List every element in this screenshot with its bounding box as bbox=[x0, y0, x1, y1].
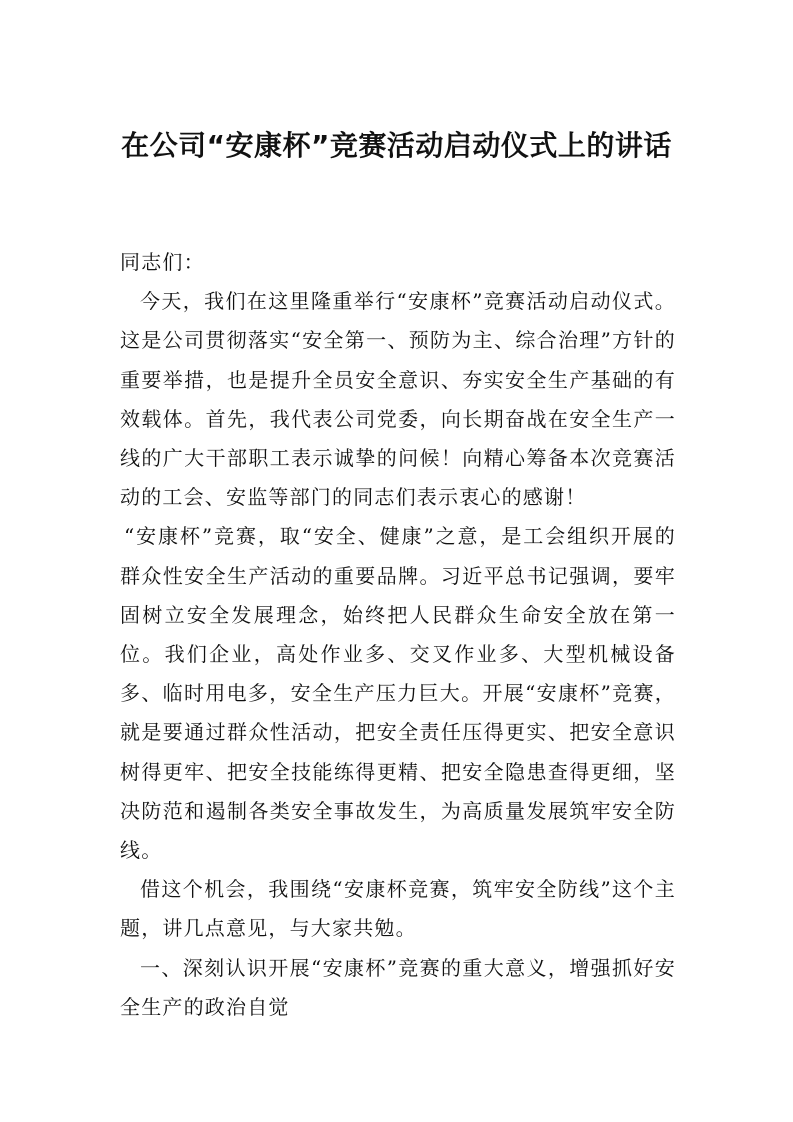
paragraph-theme: 借这个机会，我围绕“安康杯竞赛，筑牢安全防线”这个主题，讲几点意见，与大家共勉。 bbox=[120, 877, 676, 941]
section-heading-one: 一、深刻认识开展“安康杯”竞赛的重大意义，增强抓好安全生产的政治自觉 bbox=[120, 955, 676, 1019]
paragraph-opening: 今天，我们在这里隆重举行“安康杯”竞赛活动启动仪式。这是公司贯彻落实“安全第一、预防为主、综合治理”方针的重要举措，也是提升全员安全意识、夯实安全生产基础的有效载体。首先，我代表公司党委，向长期奋战在安全生产一线的广大干部职工表示诚挚的问候！向精心筹备本次竞赛活动的工会、安监等部门的同志们表示衷心的感谢！ bbox=[120, 289, 676, 510]
paragraph-significance: “安康杯”竞赛，取“安全、健康”之意，是工会组织开展的群众性安全生产活动的重要品牌。习近平总书记强调，要牢固树立安全发展理念，始终把人民群众生命安全放在第一位。我们企业，高处作业多、交叉作业多、大型机械设备多、临时用电多，安全生产压力巨大。开展“安康杯”竞赛，就是要通过群众性活动，把安全责任压得更实、把安全意识树得更牢、把安全技能练得更精、把安全隐患查得更细，坚决防范和遏制各类安全事故发生，为高质量发展筑牢安全防线。 bbox=[120, 524, 676, 863]
salutation: 同志们： bbox=[120, 250, 205, 274]
document-body bbox=[120, 243, 676, 1027]
document-title: 在公司“安康杯”竞赛活动启动仪式上的讲话 bbox=[121, 129, 672, 162]
